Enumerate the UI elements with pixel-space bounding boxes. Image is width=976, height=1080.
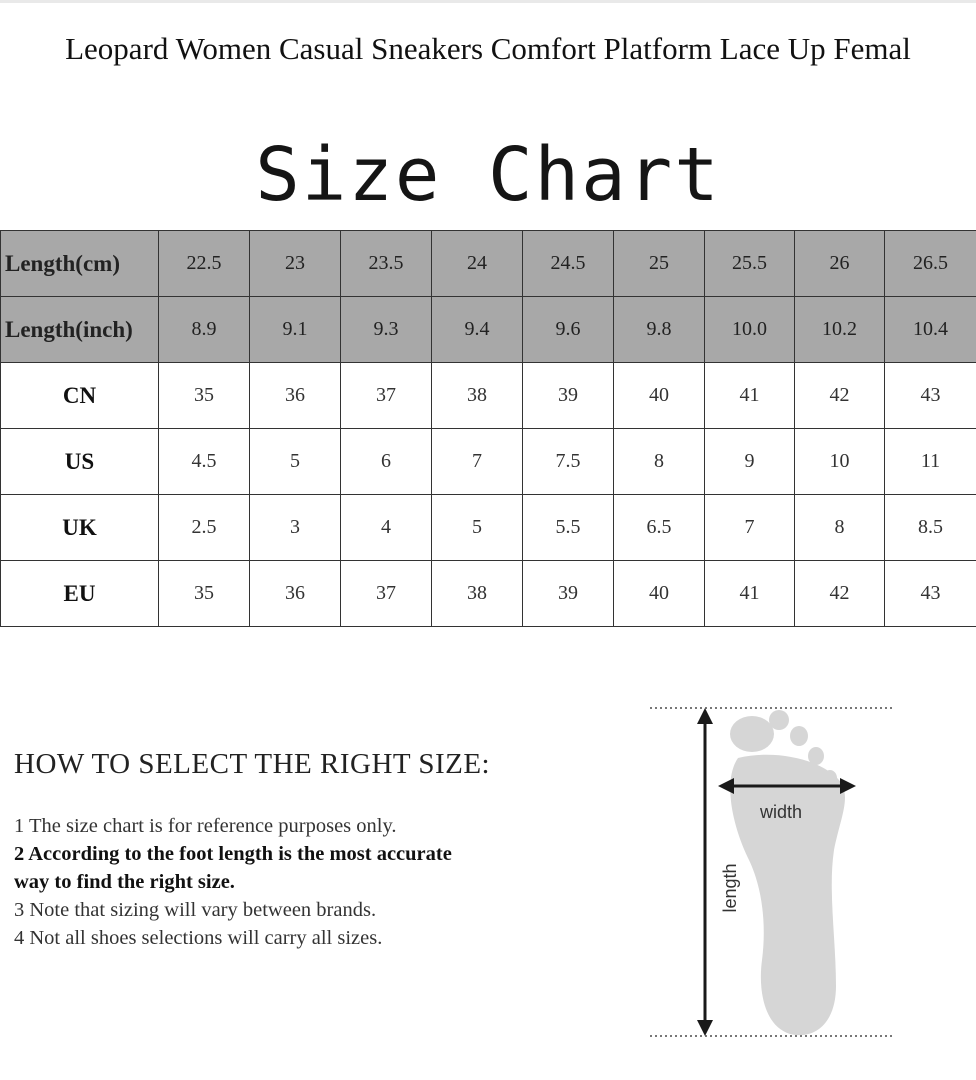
table-cell: 36 (250, 561, 341, 627)
table-cell: 9.3 (341, 297, 432, 363)
row-label: Length(inch) (1, 297, 159, 363)
table-cell: 8.5 (885, 495, 976, 561)
table-cell: 26.5 (885, 231, 976, 297)
row-label: CN (1, 363, 159, 429)
length-label: length (720, 863, 740, 913)
row-label: EU (1, 561, 159, 627)
table-cell: 38 (432, 561, 523, 627)
table-cell: 9.8 (614, 297, 705, 363)
table-cell: 5 (432, 495, 523, 561)
table-cell: 42 (795, 363, 885, 429)
table-cell: 10 (795, 429, 885, 495)
table-row-length-inch (1, 297, 976, 363)
table-cell: 5.5 (523, 495, 614, 561)
table-cell: 8 (614, 429, 705, 495)
table-cell: 9.6 (523, 297, 614, 363)
table-cell: 7.5 (523, 429, 614, 495)
table-cell: 23.5 (341, 231, 432, 297)
table-cell: 7 (705, 495, 795, 561)
table-cell: 40 (614, 363, 705, 429)
table-cell: 9 (705, 429, 795, 495)
tip-item: 4 Not all shoes selections will carry all sizes. (14, 927, 383, 949)
table-cell: 6.5 (614, 495, 705, 561)
table-cell: 8 (795, 495, 885, 561)
table-cell: 42 (795, 561, 885, 627)
chart-title: Size Chart (255, 132, 721, 218)
table-cell: 25.5 (705, 231, 795, 297)
tip-item: 1 The size chart is for reference purposes only. (14, 815, 397, 837)
table-cell: 43 (885, 363, 976, 429)
table-row-uk (1, 495, 976, 561)
table-cell: 24.5 (523, 231, 614, 297)
table-cell: 4 (341, 495, 432, 561)
width-label: width (759, 802, 803, 822)
table-cell: 10.4 (885, 297, 976, 363)
table-row-us (1, 429, 976, 495)
length-arrow-icon (697, 708, 713, 1036)
row-label: US (1, 429, 159, 495)
top-divider (0, 0, 976, 3)
table-row-eu (1, 561, 976, 627)
table-cell: 25 (614, 231, 705, 297)
table-row-cn (1, 363, 976, 429)
size-guide-heading: HOW TO SELECT THE RIGHT SIZE: (14, 748, 491, 780)
table-cell: 24 (432, 231, 523, 297)
table-cell: 26 (795, 231, 885, 297)
table-cell: 2.5 (159, 495, 250, 561)
tip-item: 3 Note that sizing will vary between brands. (14, 899, 377, 921)
table-cell: 11 (885, 429, 976, 495)
table-cell: 8.9 (159, 297, 250, 363)
table-cell: 35 (159, 561, 250, 627)
table-cell: 36 (250, 363, 341, 429)
row-label: Length(cm) (1, 231, 159, 297)
table-cell: 6 (341, 429, 432, 495)
table-cell: 7 (432, 429, 523, 495)
table-cell: 38 (432, 363, 523, 429)
row-label: UK (1, 495, 159, 561)
size-guide-tips (14, 812, 484, 952)
table-cell: 3 (250, 495, 341, 561)
table-cell: 39 (523, 561, 614, 627)
table-cell: 22.5 (159, 231, 250, 297)
foot-silhouette-icon (730, 710, 845, 1035)
table-row-length-cm (1, 231, 976, 297)
table-cell: 9.4 (432, 297, 523, 363)
table-cell: 41 (705, 363, 795, 429)
product-title: Leopard Women Casual Sneakers Comfort Platform Lace Up Femal (65, 31, 911, 66)
foot-measurement-diagram (640, 690, 900, 1050)
table-cell: 43 (885, 561, 976, 627)
table-cell: 5 (250, 429, 341, 495)
table-cell: 9.1 (250, 297, 341, 363)
table-cell: 35 (159, 363, 250, 429)
tip-item: 2 According to the foot length is the most accurate way to find the right size. (14, 843, 452, 893)
table-cell: 37 (341, 363, 432, 429)
table-cell: 41 (705, 561, 795, 627)
table-cell: 39 (523, 363, 614, 429)
table-cell: 10.2 (795, 297, 885, 363)
table-cell: 37 (341, 561, 432, 627)
table-cell: 10.0 (705, 297, 795, 363)
size-table (0, 230, 976, 627)
table-cell: 40 (614, 561, 705, 627)
table-cell: 23 (250, 231, 341, 297)
table-cell: 4.5 (159, 429, 250, 495)
